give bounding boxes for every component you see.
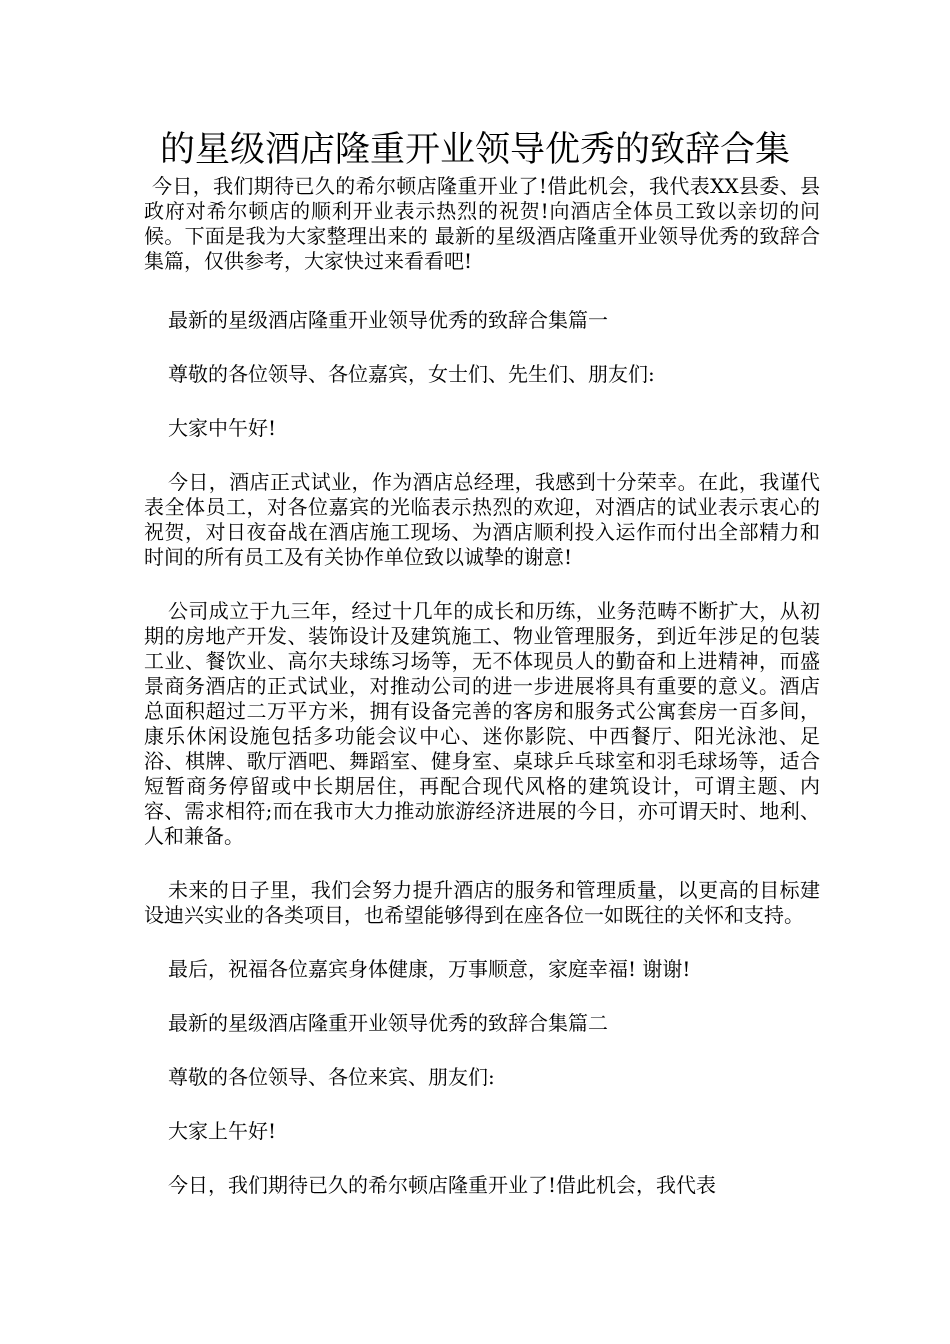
intro-paragraph: 今日，我们期待已久的希尔顿店隆重开业了!借此机会，我代表XX县委、县政府对希尔顿店的顺利开业表示热烈的祝贺!向酒店全体员工致以亲切的问候。下面是我为大家整理出来的 最新的星级酒店隆重开业领导优秀的致辞合集篇，仅供参考，大家快过来看看吧!	[144, 174, 820, 273]
body-paragraph: 今日，我们期待已久的希尔顿店隆重开业了!借此机会，我代表	[168, 1173, 717, 1197]
salutation-1: 尊敬的各位领导、各位嘉宾，女士们、先生们、朋友们:	[168, 362, 655, 386]
closing-paragraph: 最后，祝福各位嘉宾身体健康，万事顺意，家庭幸福! 谢谢!	[168, 957, 691, 981]
body-paragraph: 未来的日子里，我们会努力提升酒店的服务和管理质量，以更高的目标建设迪兴实业的各类项目，也希望能够得到在座各位一如既往的关怀和支持。	[144, 878, 820, 927]
body-paragraph: 公司成立于九三年，经过十几年的成长和历练，业务范畴不断扩大，从初期的房地产开发、装饰设计及建筑施工、物业管理服务，到近年涉足的包装工业、餐饮业、高尔夫球练习场等，无不体现员人的勤奋和上进精神，而盛景商务酒店的正式试业，对推动公司的进一步进展将具有重要的意义。酒店总面积超过二万平方米，拥有设备完善的客房和服务式公寓套房一百多间，康乐休闲设施包括多功能会议中心、迷你影院、中西餐厅、阳光泳池、足浴、棋牌、歌厅酒吧、舞蹈室、健身室、桌球乒乓球室和羽毛球场等，适合短暂商务停留或中长期居住，再配合现代风格的建筑设计，可谓主题、内容、需求相符;而在我市大力推动旅游经济进展的今日，亦可谓天时、地利、人和兼备。	[144, 599, 820, 848]
body-paragraph: 今日，酒店正式试业，作为酒店总经理，我感到十分荣幸。在此，我谨代表全体员工，对各位嘉宾的光临表示热烈的欢迎，对酒店的试业表示衷心的祝贺，对日夜奋战在酒店施工现场、为酒店顺利投入运作而付出全部精力和时间的所有员工及有关协作单位致以诚挚的谢意!	[144, 470, 820, 569]
greeting-2: 大家上午好!	[168, 1119, 277, 1143]
document-body	[144, 174, 820, 1227]
salutation-2: 尊敬的各位领导、各位来宾、朋友们:	[168, 1065, 495, 1089]
document-title: 的星级酒店隆重开业领导优秀的致辞合集	[159, 130, 790, 170]
section-heading-2: 最新的星级酒店隆重开业领导优秀的致辞合集篇二	[168, 1011, 608, 1035]
greeting-1: 大家中午好!	[168, 416, 277, 440]
section-heading-1: 最新的星级酒店隆重开业领导优秀的致辞合集篇一	[168, 308, 608, 332]
